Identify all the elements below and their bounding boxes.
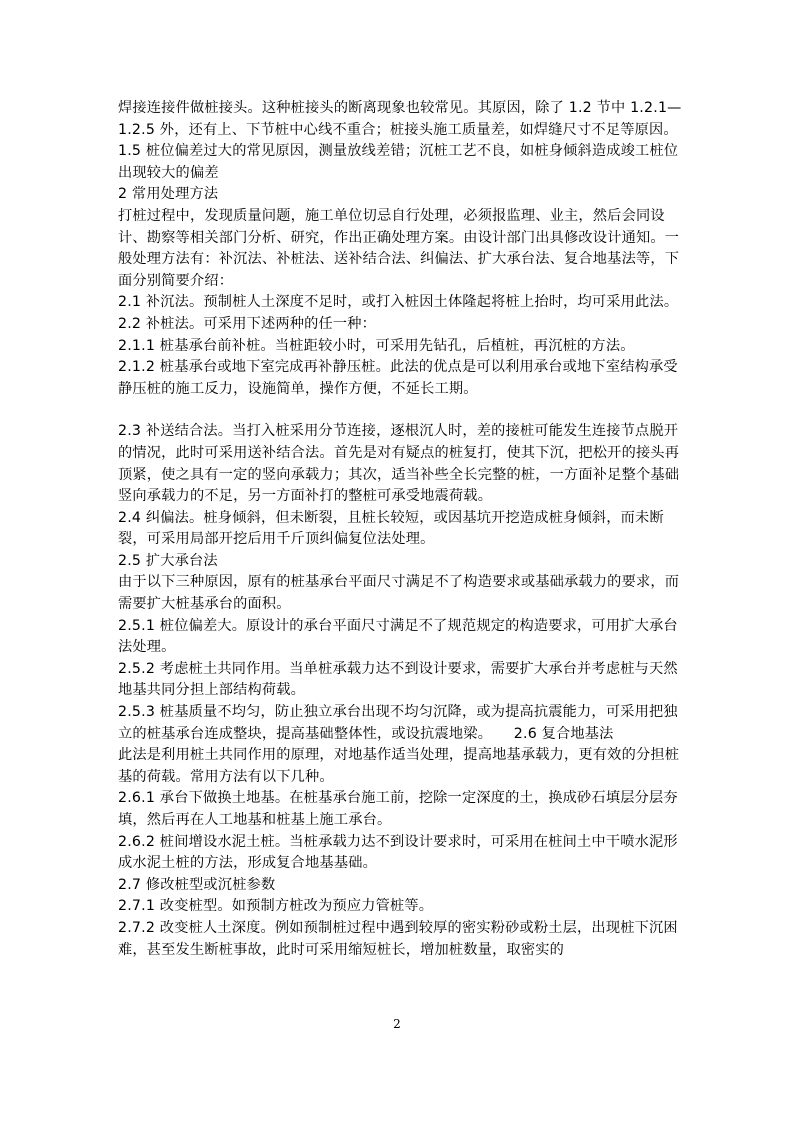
paragraph-2-3: 2.3 补送结合法。当打入桩采用分节连接，逐根沉人时，差的接桩可能发生连接节点脱开的情况，此时可采用送补结合法。首先是对有疑点的桩复打，使其下沉，把松开的接头再顶紧，使之具有一定的竖向承载力；其次，适当补些全长完整的桩，一方面补足整个基础竖向承载力的不足，另一方面补打的整桩可承受地震荷载。 xyxy=(118,423,680,505)
heading-2: 2 常用处理方法 xyxy=(118,186,219,203)
paragraph-1-5: 1.5 桩位偏差过大的常见原因，测量放线差错；沉桩工艺不良，如桩身倾斜造成竣工桩位出现较大的偏差 xyxy=(118,143,679,181)
paragraph-2-6-intro: 此法是利用桩土共同作用的原理，对地基作适当处理，提高地基承载力，更有效的分担桩基的荷载。常用方法有以下几种。 xyxy=(118,747,680,785)
paragraph-intro: 打桩过程中，发现质量问题，施工单位切忌自行处理，必须报监理、业主，然后会同设计、勘察等相关部门分析、研究，作出正确处理方案。由设计部门出具修改设计通知。一般处理方法有：补沉法、补桩法、送补结合法、纠偏法、扩大承台法、复合地基法等，下面分别简要介绍： xyxy=(118,207,680,289)
paragraph-2-7-1: 2.7.1 改变桩型。如预制方桩改为预应力管桩等。 xyxy=(118,898,434,915)
paragraph-2-5-2: 2.5.2 考虑桩土共同作用。当单桩承载力达不到设计要求，需要扩大承台并考虑桩与天然地基共同分担上部结构荷载。 xyxy=(118,660,678,699)
paragraph-weld-joint: 焊接连接件做桩接头。这种桩接头的断离现象也较常见。其原因，除了 1.2 节中 1.2.1—1.2.5 外，还有上、下节桩中心线不重合；桩接头施工质量差，如焊缝尺寸不足等原因。 xyxy=(118,100,682,138)
paragraph-2-5-3: 2.5.3 桩基质量不均匀，防止独立承台出现不均匀沉降，或为提高抗震能力，可采用把独立的桩基承台连成整块，提高基础整体性，或设抗震地梁。 2.6 复合地基法 xyxy=(118,704,678,742)
paragraph-2-5-1: 2.5.1 桩位偏差大。原设计的承台平面尺寸满足不了规范规定的构造要求，可用扩大承台法处理。 xyxy=(118,617,678,656)
paragraph-2-1: 2.1 补沉法。预制桩人土深度不足时，或打入桩因土体隆起将桩上抬时，均可采用此法。 xyxy=(118,294,679,311)
paragraph-2-5-intro: 由于以下三种原因，原有的桩基承台平面尺寸满足不了构造要求或基础承载力的要求，而需要扩大桩基承台的面积。 xyxy=(118,574,680,613)
heading-2-5: 2.5 扩大承台法 xyxy=(118,552,218,569)
paragraph-2-1-1: 2.1.1 桩基承台前补桩。当桩距较小时，可采用先钻孔，后植桩，再沉桩的方法。 xyxy=(118,337,635,354)
paragraph-2-7-2: 2.7.2 改变桩人土深度。例如预制桩过程中遇到较厚的密实粉砂或粉土层，出现桩下沉困难，甚至发生断桩事故，此时可采用缩短桩长，增加桩数量，取密实的 xyxy=(118,919,678,958)
paragraph-2-1-2: 2.1.2 桩基承台或地下室完成再补静压桩。此法的优点是可以利用承台或地下室结构承受静压桩的施工反力，设施简单，操作方便，不延长工期。 xyxy=(118,359,678,397)
paragraph-2-6-1: 2.6.1 承台下做换土地基。在桩基承台施工前，挖除一定深度的土，换成砂石填层分层夯填，然后再在人工地基和桩基上施工承台。 xyxy=(118,790,678,828)
blank-line xyxy=(118,400,684,421)
body-text xyxy=(118,98,684,961)
paragraph-2-4: 2.4 纠偏法。桩身倾斜，但未断裂，且桩长较短，或因基坑开挖造成桩身倾斜，而未断裂，可采用局部开挖后用千斤顶纠偏复位法处理。 xyxy=(118,509,664,548)
heading-2-7: 2.7 修改桩型或沉桩参数 xyxy=(118,876,276,893)
paragraph-2-2: 2.2 补桩法。可采用下述两种的任一种： xyxy=(118,315,377,332)
paragraph-2-6-2: 2.6.2 桩间增设水泥土桩。当桩承载力达不到设计要求时，可采用在桩间土中干喷水泥形成水泥土桩的方法，形成复合地基基础。 xyxy=(118,833,678,872)
page-number: 2 xyxy=(393,1017,401,1031)
